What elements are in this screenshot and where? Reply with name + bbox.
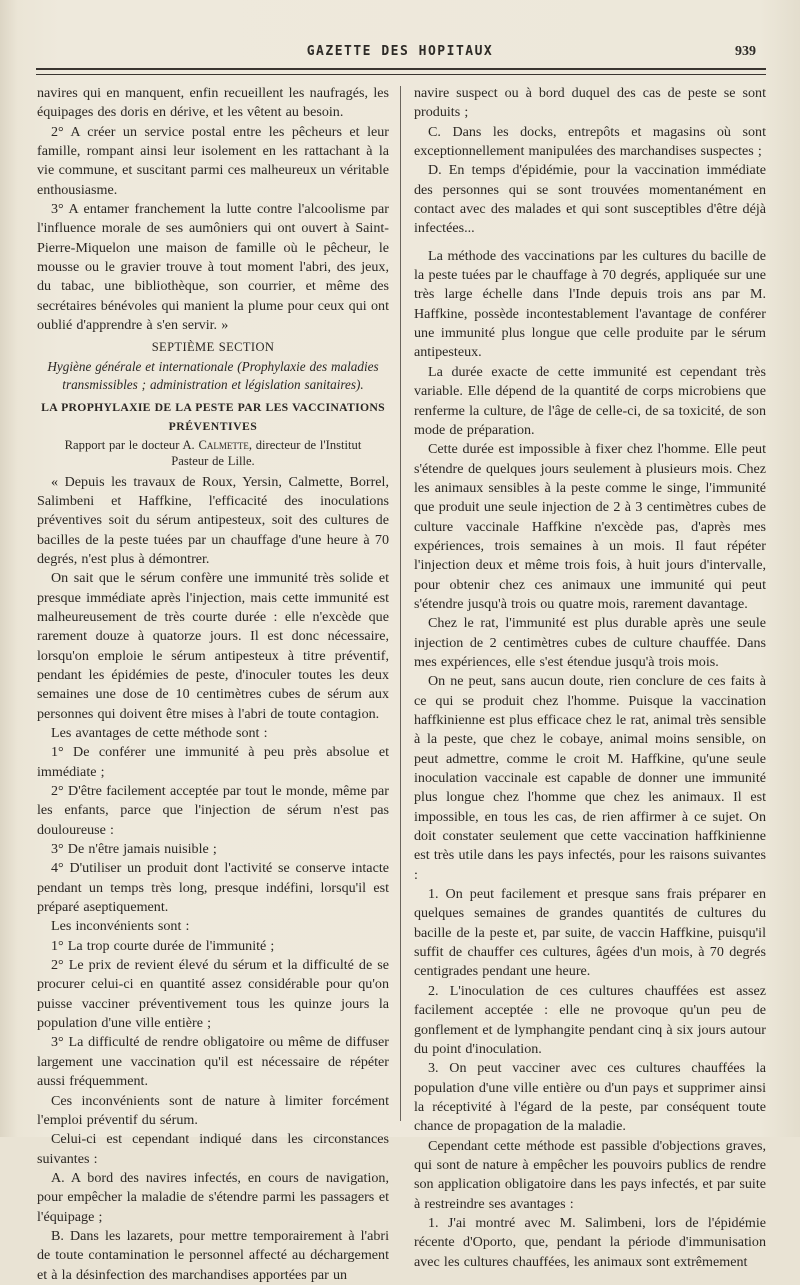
list-item: 1. J'ai montré avec M. Salimbeni, lors de l'épidémie récente d'Oporto, que, pendant la période d'immunisation avec les cultures chauffées, les animaux sont extrêmement xyxy=(414,1214,766,1270)
list-item: 1° De conférer une immunité à peu près absolue et immédiate ; xyxy=(37,744,389,780)
author-affiliation: Pasteur de Lille. xyxy=(171,453,255,468)
paragraph: Cependant cette méthode est passible d'objections graves, qui sont de nature à empêcher les pouvoirs publics de rendre son application obligatoire dans les pays infectés, et par suite à restreindre ses avantages : xyxy=(414,1137,766,1212)
paragraph: La durée exacte de cette immunité est cependant très variable. Elle dépend de la quantité de corps microbiens que renferme la culture, de l'âge de celle-ci, de sa toxicité, de son mode de préparation. xyxy=(414,363,766,438)
paragraph: Les inconvénients sont : xyxy=(51,918,190,935)
list-item: B. Dans les lazarets, pour mettre temporairement à l'abri de toute contamination le personnel affecté au déchargement et à la désinfection des marchandises apportées par un xyxy=(37,1227,389,1283)
list-item: A. A bord des navires infectés, en cours de navigation, pour empêcher la maladie de s'étendre parmi les passagers et l'équipage ; xyxy=(37,1169,389,1225)
section-subtitle: Hygiène générale et internationale (Prophylaxie des maladies transmissibles ; administration et législation sanitaires). xyxy=(47,358,379,392)
paragraph: On sait que le sérum confère une immunité très solide et presque immédiate après l'injection, mais cette immunité est malheureusement de très courte durée : elle n'excède que rarement douze à quatorze jours. Il est donc nécessaire, lorsqu'on emploie le sérum antipesteux à titre préventif, pendant les épidémies de peste, d'inoculer toutes les deux semaines une dose de 10 centimètres cubes de sérum aux personnes qui doivent être mises à l'abri de toute contagion. xyxy=(37,570,389,722)
paragraph: Celui-ci est cependant indiqué dans les circonstances suivantes : xyxy=(37,1131,389,1167)
paragraph: 2° A créer un service postal entre les pêcheurs et leur famille, rompant ainsi leur isolement en les rattachant à la vie commune, et suscitant parmi ces malheureux un véritable enthousiasme. xyxy=(37,123,389,198)
list-item: 1. On peut facilement et presque sans frais préparer en quelques semaines de grandes quantités de cultures du bacille de la peste et, par suite, de vaccin Haffkine, puisqu'il suffit de chauffer ces cultures, âgées d'un mois, à 70 degrés centigrades pendant une heure. xyxy=(414,886,766,980)
paragraph: Ces inconvénients sont de nature à limiter forcément l'emploi préventif du sérum. xyxy=(37,1092,389,1128)
paragraph: Cette durée est impossible à fixer chez l'homme. Elle peut s'étendre de quelques jours seulement à plusieurs mois. Chez les animaux sensibles à la peste comme le singe, l'immunité que produit une seule injection de 2 à 3 centimètres cubes de culture vaccinale Haffkine n'excède pas, d'après mes expériences, trois semaines à un mois. Il faut répéter l'injection deux et même trois fois, à huit jours d'intervalle, pour obtenir chez ces animaux une immunité qui peut s'étendre jusqu'à trois ou quatre mois, rarement davantage. xyxy=(414,441,766,612)
column-divider xyxy=(400,86,401,1121)
paragraph: navire suspect ou à bord duquel des cas de peste se sont produits ; xyxy=(414,85,766,121)
paragraph: Les avantages de cette méthode sont : xyxy=(51,724,268,741)
header-rule-thick xyxy=(36,68,766,70)
list-item: 3. On peut vacciner avec ces cultures chauffées la population d'une ville entière ou d'un pays et supprimer ainsi la réceptivité à l'égard de la peste, par conséquent toute chance de propagation de la maladie. xyxy=(414,1060,766,1135)
article-title: LA PROPHYLAXIE DE LA PESTE PAR LES VACCINATIONS xyxy=(41,400,385,414)
author-name: Calmette xyxy=(198,437,249,452)
paragraph: 3° A entamer franchement la lutte contre l'alcoolisme par l'influence morale de ses aumôniers qui ont ouvert à Saint-Pierre-Miquelon une maison de famille où le pêcheur, le mousse ou le gravier trouve à tout moment l'abri, des jeux, du tabac, une bibliothèque, son courrier, et même des secrétaires bénévoles qui manient la plume pour ceux qui ont oublié d'apprendre à s'en servir. » xyxy=(37,201,389,334)
author-prefix: Rapport par le docteur A. xyxy=(64,437,199,452)
paragraph: navires qui en manquent, enfin recueillent les naufragés, les équipages des doris en dérive, et les vêtent au besoin. xyxy=(37,85,389,121)
list-item: 2° D'être facilement acceptée par tout le monde, même par les enfants, parce que l'injection de sérum n'est pas douloureuse : xyxy=(37,783,389,838)
article-subtitle: PRÉVENTIVES xyxy=(168,420,258,434)
running-header-title: GAZETTE DES HOPITAUX xyxy=(306,44,494,59)
page-number: 939 xyxy=(735,44,756,59)
author-line xyxy=(37,437,389,453)
list-item: 1° La trop courte durée de l'immunité ; xyxy=(51,937,275,954)
paragraph: La méthode des vaccinations par les cultures du bacille de la peste tuées par le chauffage à 70 degrés, appliquée sur une très large échelle dans l'Inde depuis trois ans par M. Haffkine, possède incontestablement l'avantage de conférer une immunité plus longue que celle produite par le sérum antipesteux. xyxy=(414,247,766,361)
list-item: 3° De n'être jamais nuisible ; xyxy=(51,841,217,858)
list-item: 2° Le prix de revient élevé du sérum et la difficulté de se procurer celui-ci en quantité assez considérable pour qu'on puisse vacciner préventivement tous les quinze jours la population d'une ville entière ; xyxy=(37,957,389,1032)
list-item: 4° D'utiliser un produit dont l'activité se conserve intacte pendant un temps très long, presque indéfini, lorsqu'il est préparé aseptiquement. xyxy=(37,860,389,916)
right-column xyxy=(414,84,766,1270)
paragraph: On ne peut, sans aucun doute, rien conclure de ces faits à ce qui se produit chez l'homme. Puisque la vaccination haffkinienne est plus efficace chez le rat, animal très sensible à la peste, que chez le cobaye, animal moins sensible, on peut admettre, comme le croit M. Haffkine, qu'une seule inoculation vaccinale est capable de donner une immunité plus longue chez l'homme que chez les animaux. Il est impossible, en tous les cas, de rien affirmer à ce sujet. On doit constater seulement que cette vaccination haffkinienne est très utile dans les pays infectés, pour les raisons suivantes : xyxy=(414,673,766,883)
paragraph: « Depuis les travaux de Roux, Yersin, Calmette, Borrel, Salimbeni et Haffkine, l'efficacité des inoculations préventives soit du sérum antipesteux, soit des cultures de bacilles de la peste tuées par un chauffage d'une heure à 70 degrés, n'est plus à démontrer. xyxy=(37,473,389,567)
header-rule-thin xyxy=(36,74,766,75)
list-item: D. En temps d'épidémie, pour la vaccination immédiate des personnes qui se sont trouvées momentanément en contact avec des malades et qui sont susceptibles d'être déjà infectées... xyxy=(414,162,766,237)
list-item: 3° La difficulté de rendre obligatoire ou même de diffuser largement une vaccination qu'il est nécessaire de répéter aussi fréquemment. xyxy=(37,1034,389,1090)
paragraph: Chez le rat, l'immunité est plus durable après une seule injection de 2 centimètres cubes de culture chauffée. Dans mes expériences, elle s'est étendue jusqu'à trois mois. xyxy=(414,615,766,670)
section-title: SEPTIÈME SECTION xyxy=(151,340,275,355)
author-suffix: , directeur de l'Institut xyxy=(248,437,362,452)
list-item: 2. L'inoculation de ces cultures chauffées est assez facilement acceptée : elle ne provoque qu'un peu de gonflement et de lymphangite pendant cinq à six jours autour du point d'inoculation. xyxy=(414,982,766,1057)
list-item: C. Dans les docks, entrepôts et magasins où sont exceptionnellement manipulées des marchandises suspectes ; xyxy=(414,123,766,160)
left-column xyxy=(37,84,389,1283)
